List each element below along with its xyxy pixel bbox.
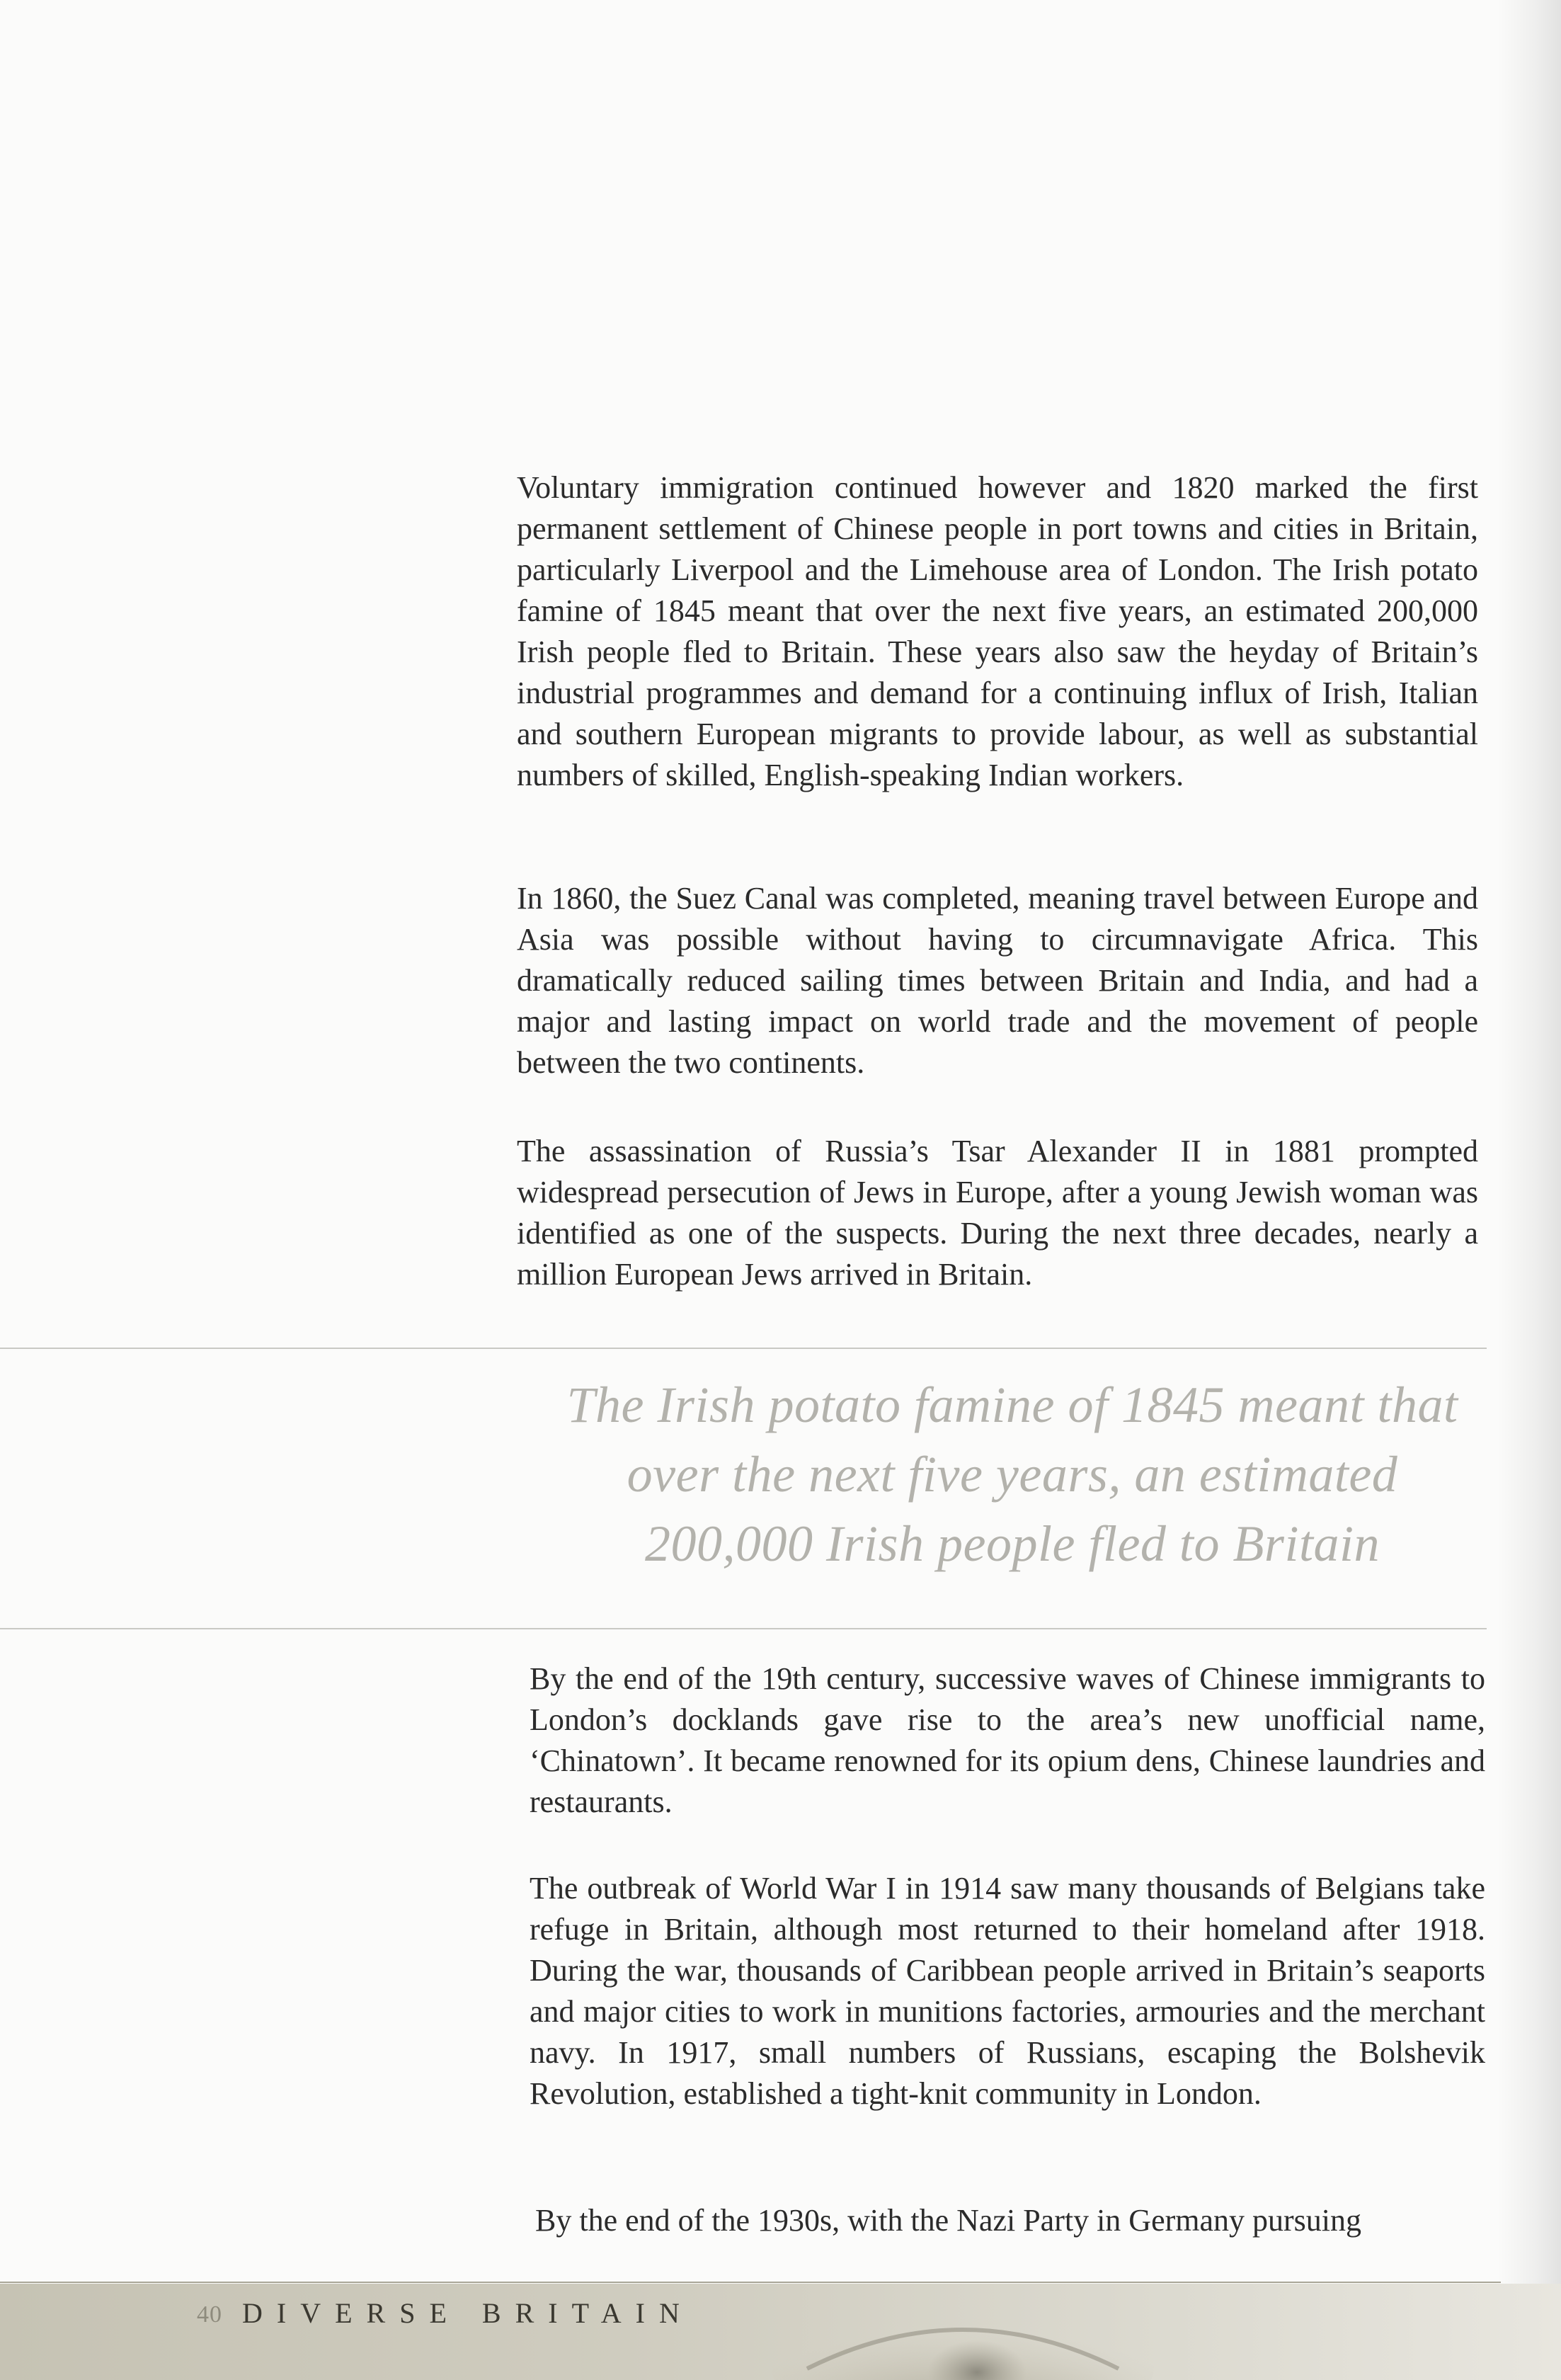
body-paragraph-5: The outbreak of World War I in 1914 saw many thousands of Belgians take refuge in Britain, although most returned to their homeland after 1918. During the war, thousands of Caribbean people arrived in Britain’s seaports and major cities to work in munitions factories, armouries and the merchant navy. In 1917, small numbers of Russians, escaping the Bolshevik Revolution, established a tight-knit community in London.: [530, 1871, 1485, 2111]
body-paragraph-4: By the end of the 19th century, successive waves of Chinese immigrants to London’s docklands gave rise to the area’s new unofficial name, ‘Chinatown’. It became renowned for its opium dens, Chinese laundries and restaurants.: [530, 1661, 1485, 1819]
body-paragraph-1: Voluntary immigration continued however and 1820 marked the first permanent settlement of Chinese people in port towns and cities in Britain, particularly Liverpool and the Limehouse area of London. The Irish potato famine of 1845 meant that over the next five years, an estimated 200,000 Irish people fled to Britain. These years also saw the heyday of Britain’s industrial programmes and demand for a continuing influx of Irish, Italian and southern European migrants to provide labour, as well as substantial numbers of skilled, English-speaking Indian workers.: [517, 470, 1478, 792]
pullquote-top-rule: [0, 1348, 1487, 1349]
pullquote: The Irish potato famine of 1845 meant that over the next five years, an estimated 200,000 Irish people fled to Britain: [566, 1377, 1458, 1572]
page-number: 40: [197, 2301, 222, 2328]
pullquote-bottom-rule: [0, 1628, 1487, 1629]
body-paragraph-6: By the end of the 1930s, with the Nazi Party in Germany pursuing: [535, 2203, 1362, 2238]
footer-rule: [0, 2282, 1501, 2283]
running-title: DIVERSE BRITAIN: [242, 2297, 694, 2329]
page-gutter-shadow: [1497, 0, 1561, 2380]
body-paragraph-2: In 1860, the Suez Canal was completed, meaning travel between Europe and Asia was possible without having to circumnavigate Africa. This dramatically reduced sailing times between Britain and India, and had a major and lasting impact on world trade and the movement of people between the two continents.: [517, 881, 1478, 1080]
body-paragraph-3: The assassination of Russia’s Tsar Alexander II in 1881 prompted widespread persecution of Jews in Europe, after a young Jewish woman was identified as one of the suspects. During the next three decades, nearly a million European Jews arrived in Britain.: [517, 1134, 1478, 1292]
eye-photo-graphic: [765, 2284, 1161, 2380]
